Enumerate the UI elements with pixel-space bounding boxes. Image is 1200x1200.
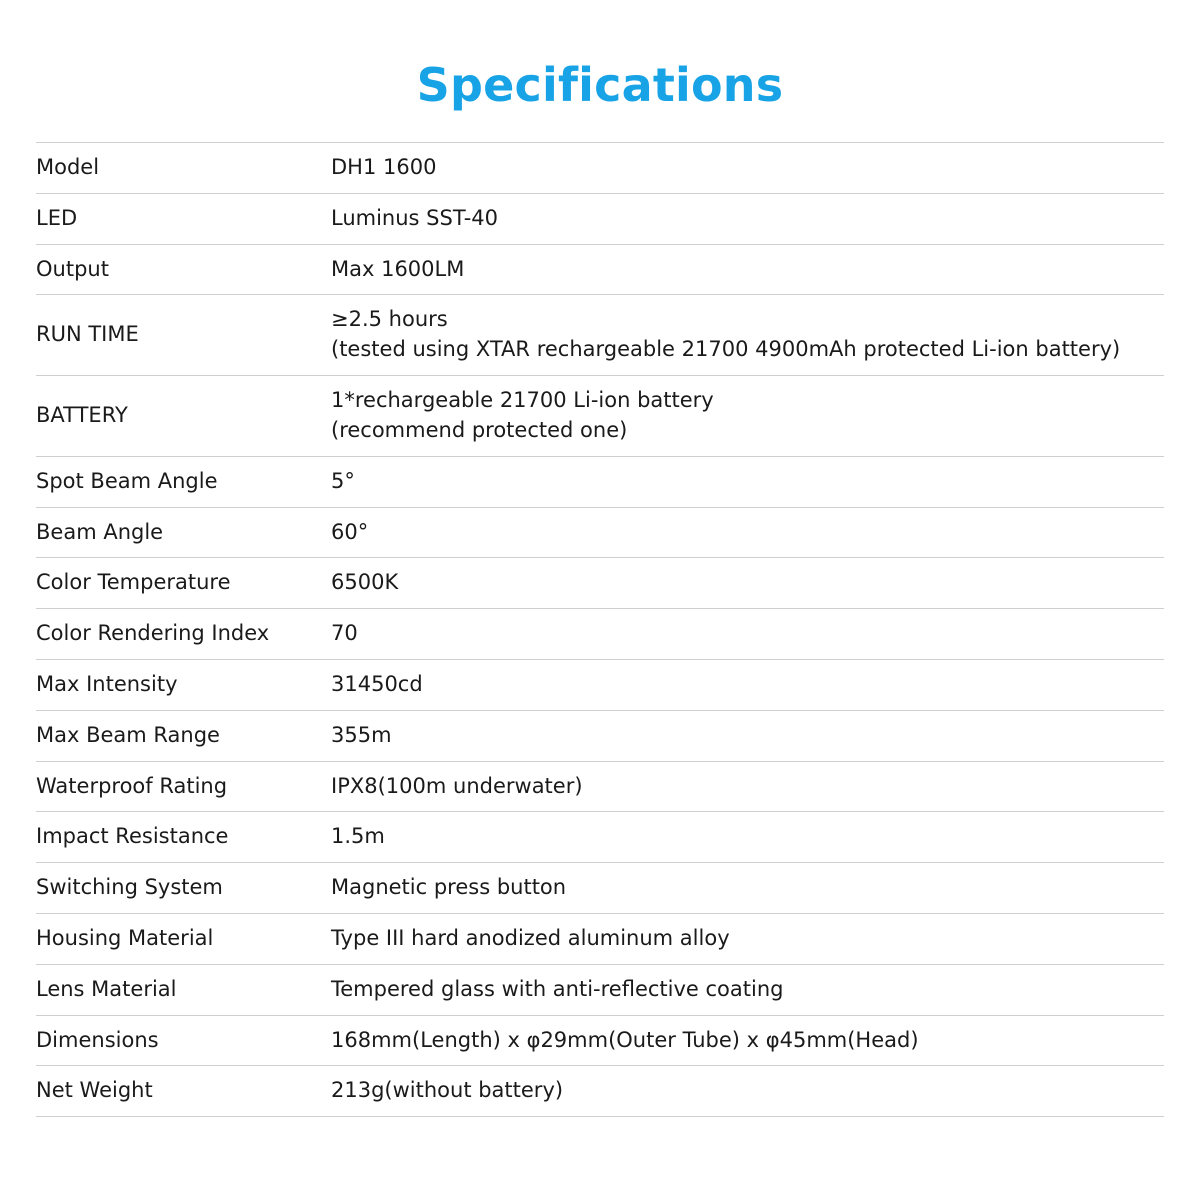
spec-key: Dimensions (36, 1015, 331, 1066)
spec-key: Switching System (36, 863, 331, 914)
spec-value-line: 31450cd (331, 671, 423, 696)
spec-value (331, 376, 1164, 457)
spec-value (331, 193, 1164, 244)
spec-key: Output (36, 244, 331, 295)
spec-key: Color Temperature (36, 558, 331, 609)
table-row (36, 1066, 1164, 1117)
spec-value (331, 964, 1164, 1015)
table-row (36, 244, 1164, 295)
spec-key: Max Intensity (36, 659, 331, 710)
spec-value (331, 1066, 1164, 1117)
spec-value (331, 507, 1164, 558)
spec-value-line: ≥2.5 hours (331, 307, 448, 332)
spec-value (331, 295, 1164, 376)
page-title: Specifications (416, 58, 784, 112)
table-row (36, 964, 1164, 1015)
spec-key: Lens Material (36, 964, 331, 1015)
table-row (36, 761, 1164, 812)
spec-value-line: IPX8(100m underwater) (331, 773, 583, 798)
spec-key: Color Rendering Index (36, 609, 331, 660)
spec-key: Net Weight (36, 1066, 331, 1117)
table-row (36, 609, 1164, 660)
spec-value-line: 213g(without battery) (331, 1078, 564, 1103)
spec-value-line: Magnetic press button (331, 875, 567, 900)
table-row (36, 295, 1164, 376)
spec-key: Impact Resistance (36, 812, 331, 863)
spec-value (331, 244, 1164, 295)
spec-value (331, 143, 1164, 194)
spec-value-line: 5° (331, 468, 355, 493)
spec-value-line: (recommend protected one) (331, 417, 628, 442)
spec-value-line: 60° (331, 519, 369, 544)
spec-value (331, 812, 1164, 863)
spec-key: RUN TIME (36, 295, 331, 376)
spec-value (331, 863, 1164, 914)
table-row (36, 143, 1164, 194)
table-row (36, 193, 1164, 244)
spec-key: Spot Beam Angle (36, 456, 331, 507)
table-row (36, 456, 1164, 507)
spec-key: Housing Material (36, 914, 331, 965)
table-row (36, 558, 1164, 609)
spec-value (331, 710, 1164, 761)
spec-value-line: (tested using XTAR rechargeable 21700 4900mAh protected Li-ion battery) (331, 337, 1121, 362)
table-row (36, 914, 1164, 965)
spec-value-line: 168mm(Length) x φ29mm(Outer Tube) x φ45mm(Head) (331, 1027, 919, 1052)
table-row (36, 812, 1164, 863)
table-row (36, 710, 1164, 761)
spec-value-line: 1*rechargeable 21700 Li-ion battery (331, 388, 714, 413)
spec-value (331, 609, 1164, 660)
spec-value (331, 659, 1164, 710)
spec-key: Max Beam Range (36, 710, 331, 761)
spec-value (331, 456, 1164, 507)
spec-value-line: 355m (331, 722, 392, 747)
spec-key: BATTERY (36, 376, 331, 457)
spec-value-line: DH1 1600 (331, 155, 437, 179)
spec-value (331, 558, 1164, 609)
spec-value-line: 1.5m (331, 824, 385, 849)
spec-key: Waterproof Rating (36, 761, 331, 812)
table-row (36, 863, 1164, 914)
spec-value-line: Type III hard anodized aluminum alloy (331, 926, 730, 950)
spec-value (331, 761, 1164, 812)
table-row (36, 376, 1164, 457)
spec-value-line: Tempered glass with anti-reflective coating (331, 976, 784, 1001)
spec-value-line: Max 1600LM (331, 256, 465, 281)
table-row (36, 507, 1164, 558)
spec-value-line: Luminus SST-40 (331, 205, 499, 230)
spec-key: Beam Angle (36, 507, 331, 558)
specifications-table-body (36, 143, 1164, 1117)
table-row (36, 659, 1164, 710)
spec-key: Model (36, 143, 331, 194)
spec-key: LED (36, 193, 331, 244)
spec-value (331, 914, 1164, 965)
spec-value-line: 6500K (331, 570, 399, 595)
table-row (36, 1015, 1164, 1066)
spec-value-line: 70 (331, 621, 358, 646)
spec-value (331, 1015, 1164, 1066)
specifications-table (36, 142, 1164, 1117)
